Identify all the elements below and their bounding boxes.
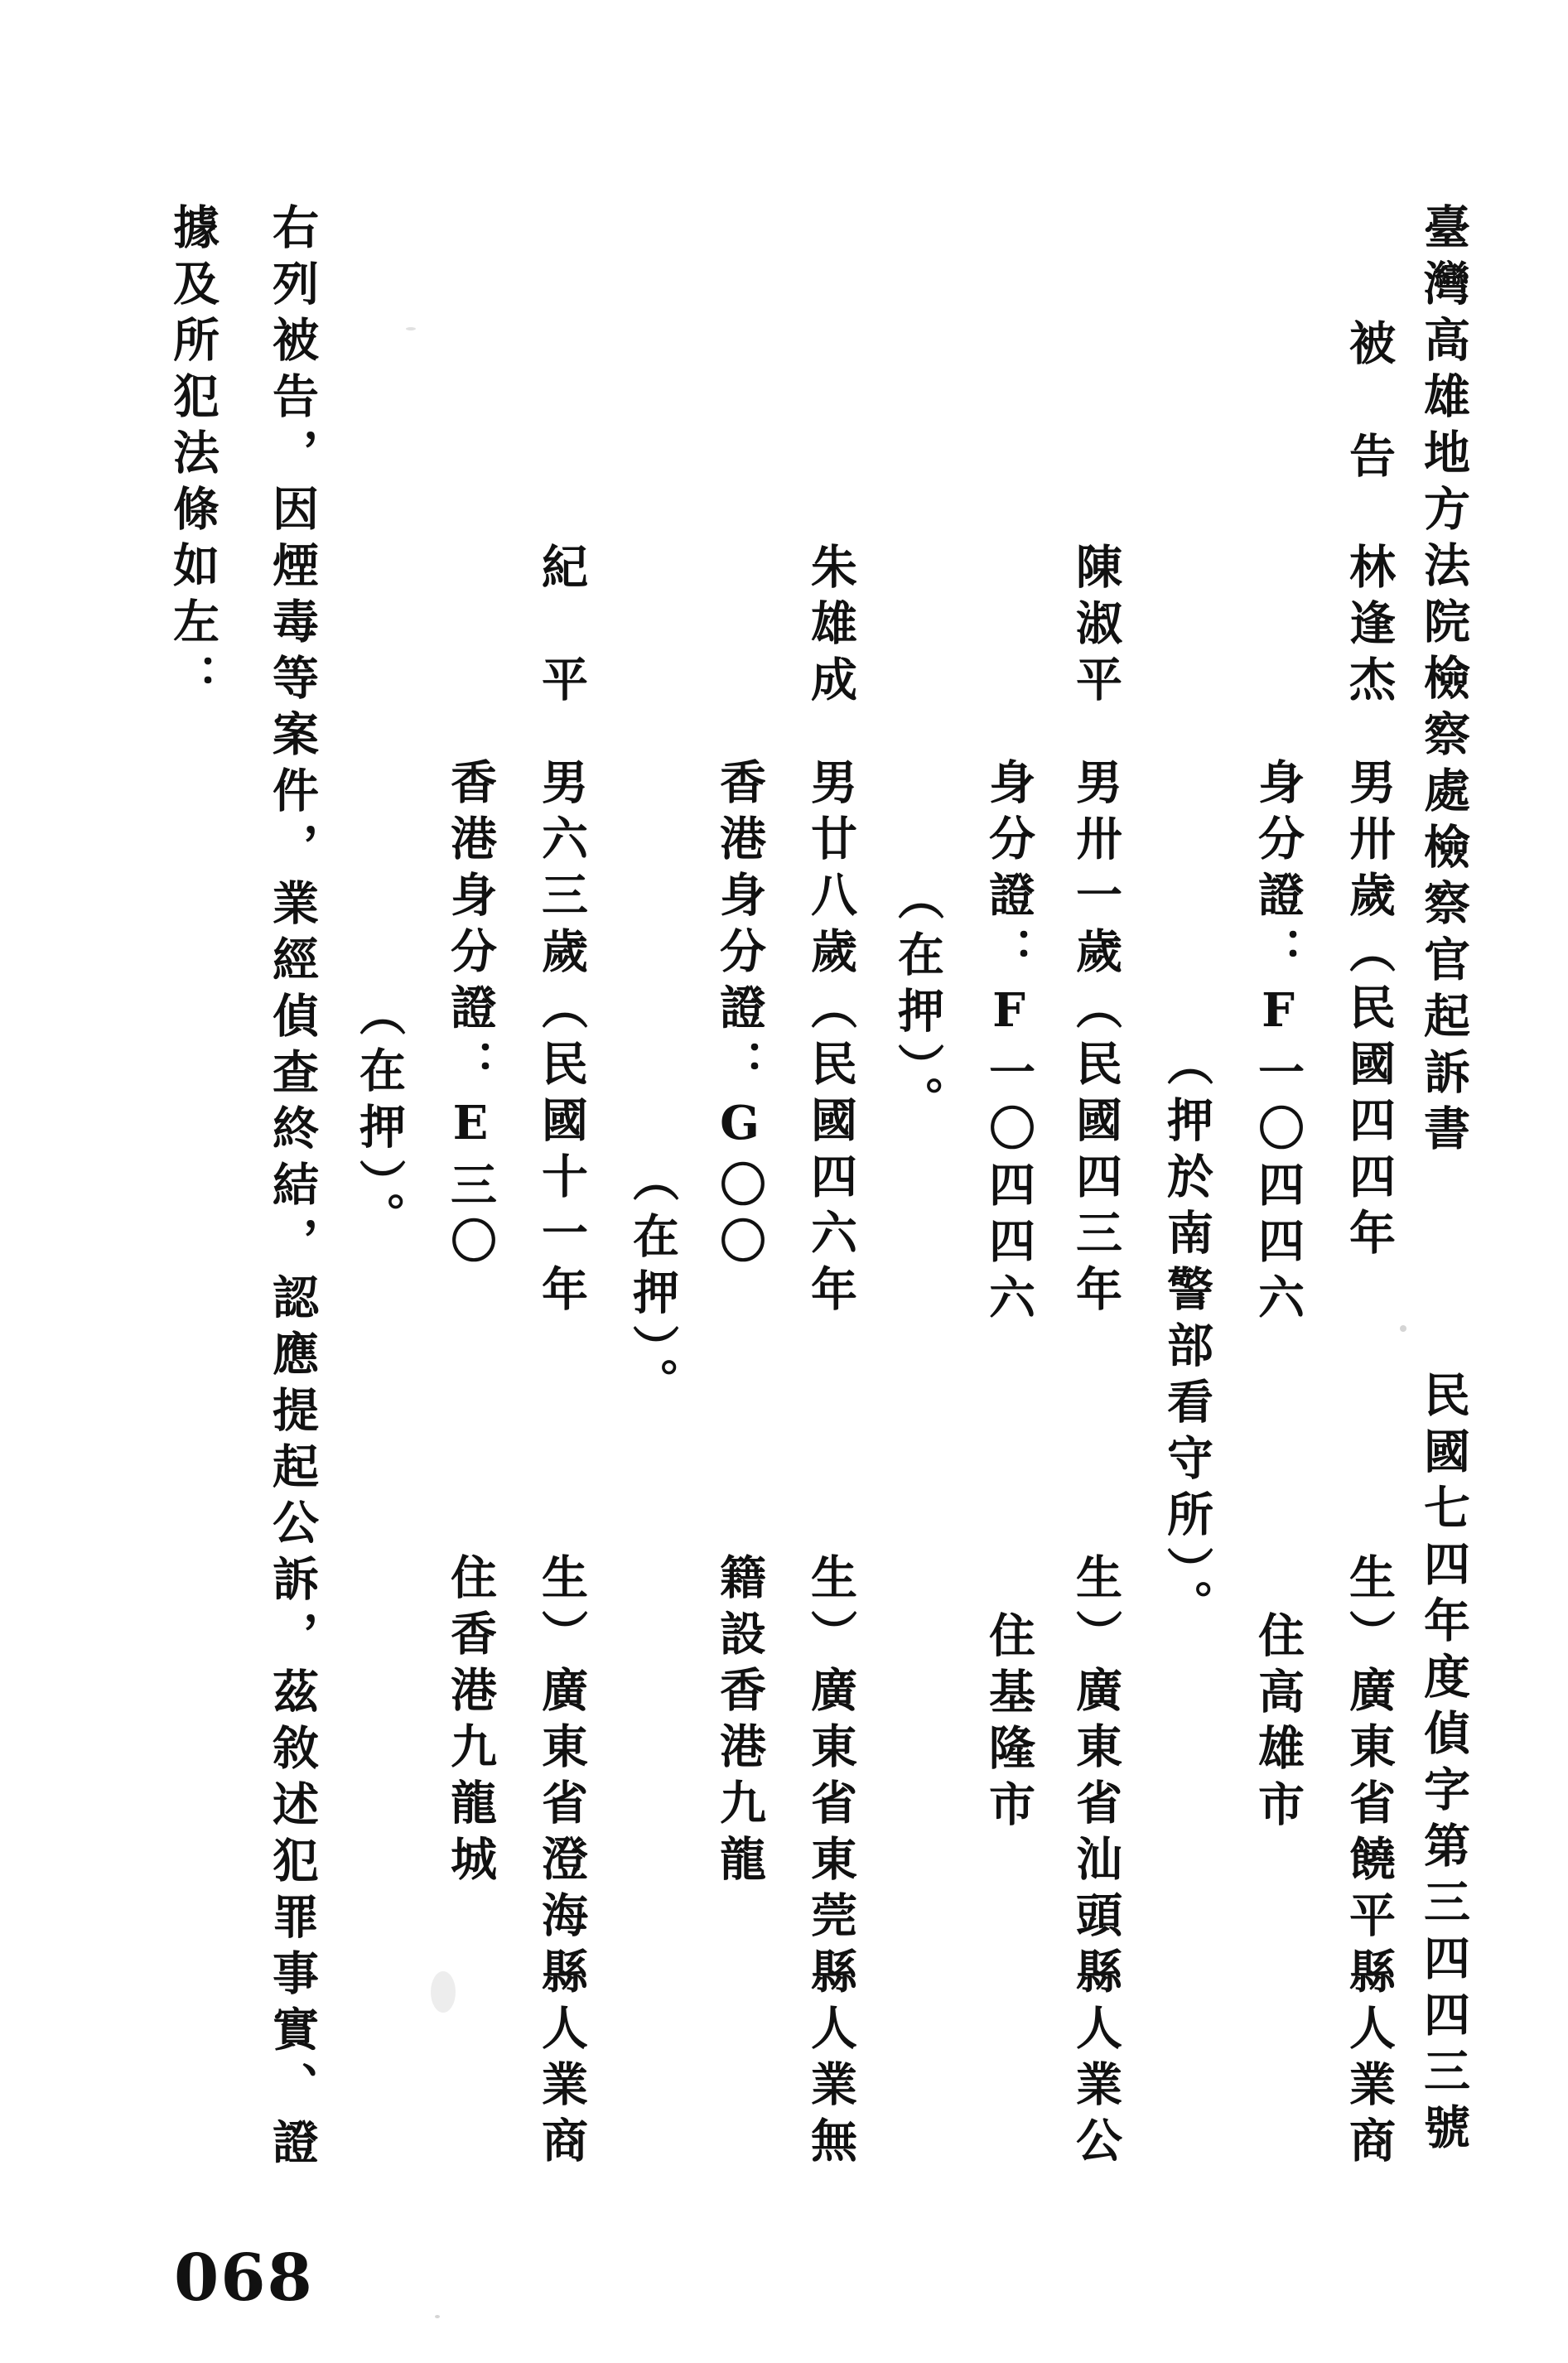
- defendant-1-line2-tail: 住高雄市: [1251, 1611, 1305, 1836]
- defendant-3-line2: 香港身分證：G〇〇: [712, 758, 767, 1273]
- scan-speck: [1400, 1325, 1406, 1332]
- defendant-1-name: 林逢杰: [1342, 543, 1397, 711]
- defendant-label: 被 告: [1342, 319, 1397, 488]
- defendant-3-line1-tail: 生）廣東省東莞縣人業無: [803, 1553, 858, 2173]
- defendant-4-line1: 男六三歲（民國十一年: [534, 758, 589, 1321]
- defendant-2-custody: （在押）。: [890, 874, 945, 1132]
- scan-speck: [431, 1971, 456, 2013]
- scan-speck: [435, 2315, 440, 2318]
- scan-speck: [406, 327, 416, 330]
- body-text-line-2: 據及所犯法條如左：: [166, 203, 220, 710]
- defendant-1-line2: 身分證：F一〇四四六: [1251, 758, 1305, 1329]
- defendant-2-name: 陳淑平: [1069, 543, 1123, 711]
- defendant-4-line1-tail: 生）廣東省澄海縣人業商: [534, 1553, 589, 2173]
- defendant-2-line2: 身分證：F一〇四四六: [982, 758, 1036, 1329]
- case-number: 民國七四年度偵字第三四四三號: [1416, 1371, 1471, 2159]
- document-title: 臺灣高雄地方法院檢察處檢察官起訴書: [1416, 203, 1471, 1160]
- defendant-3-line2-tail: 籍設香港九龍: [712, 1553, 767, 1891]
- defendant-1-line1-tail: 生）廣東省饒平縣人業商: [1342, 1553, 1397, 2173]
- defendant-3-custody: （在押）。: [625, 1155, 680, 1414]
- defendant-2-line2-tail: 住基隆市: [982, 1611, 1036, 1836]
- defendant-4-line2-tail: 住香港九龍城: [443, 1553, 498, 1891]
- defendant-3-line1: 男廿八歲（民國四六年: [803, 758, 858, 1321]
- defendant-3-name: 朱雄成: [803, 543, 858, 711]
- defendant-2-line1-tail: 生）廣東省汕頭縣人業公: [1069, 1553, 1123, 2173]
- defendant-1-line1: 男卅歲（民國四四年: [1342, 758, 1397, 1265]
- defendant-4-name: 紀 平: [534, 543, 589, 711]
- page-number: 068: [174, 2240, 314, 2316]
- defendant-4-line2: 香港身分證：E三〇: [443, 758, 498, 1273]
- defendant-2-line1: 男卅一歲（民國四三年: [1069, 758, 1123, 1321]
- defendant-1-custody: （押於南警部看守所）。: [1160, 1039, 1214, 1636]
- body-text-line-1: 右列被告，因煙毒等案件，業經偵查終結，認應提起公訴，茲敘述犯罪事實、證: [265, 203, 320, 2174]
- defendant-4-custody: （在押）。: [352, 990, 407, 1248]
